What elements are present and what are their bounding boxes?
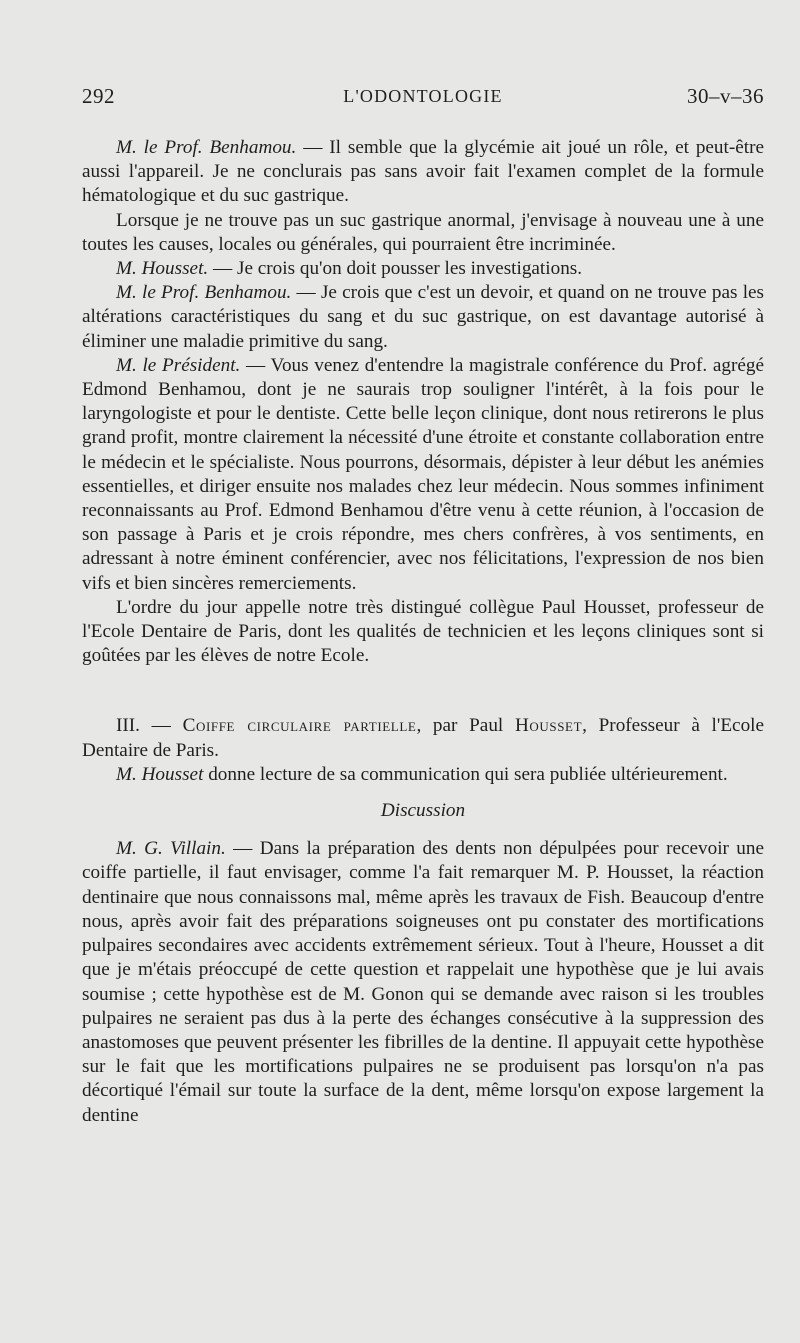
issue-date: 30–v–36	[687, 84, 764, 108]
section-number: III.	[116, 715, 140, 737]
page-number: 292	[82, 84, 115, 108]
speaker-name: M. le Prof. Benhamou.	[116, 282, 292, 304]
paragraph-text: Lorsque je ne trouve pas un suc gastrique anormal, j'envisage à nouveau une à une toutes les causes, locales ou générales, qui pourraient être incriminée.	[82, 209, 764, 255]
speaker-name: M. le Président.	[116, 354, 241, 376]
paragraph-text: — Vous venez d'entendre la magistrale conférence du Prof. agrégé Edmond Benhamou, dont je ne saurais trop souligner l'intérêt, à la fois pour le laryngologiste et pour le dentiste. Cette belle leçon clinique, dont nous retirerons le plus grand profit, montre clairement la nécessité d'une étroite et constante collaboration entre le médecin et le spécialiste. Nous pourrons, désormais, dépister à leur début les anémies essentielles, et diriger ensuite nos malades chez leur médecin. Nous sommes infiniment reconnaissants au Prof. Edmond Benhamou d'être venu à cette réunion, à l'occasion de son passage à Paris et je crois répondre, mes chers confrères, à vos sentiments, en adressant à notre éminent conférencier, avec nos félicitations, l'expression de nos bien vifs et bien sincères remerciements.	[82, 354, 764, 594]
paragraph	[82, 257, 764, 281]
section-rest: , Professeur à l'Ecole Dentaire de Paris.	[82, 715, 765, 761]
journal-title: L'ODONTOLOGIE	[343, 86, 503, 106]
section-heading	[82, 714, 764, 762]
paragraph	[82, 763, 764, 787]
discussion-title: Discussion	[380, 800, 466, 822]
paragraph	[82, 837, 764, 1127]
running-head	[82, 84, 764, 114]
speaker-name: M. Housset.	[116, 258, 209, 280]
section-dash: —	[139, 715, 183, 737]
article-body	[82, 136, 764, 1128]
paragraph-text: — Je crois que c'est un devoir, et quand on ne trouve pas les altérations caractéristiques du sang et du suc gastrique, on est davantage autorisé à éliminer une maladie primitive du sang.	[82, 282, 765, 352]
paragraph-text: — Il semble que la glycémie ait joué un rôle, et peut-être aussi l'appareil. Je ne conclurais pas sans avoir fait l'examen complet de la formule hématologique et du suc gastrique.	[82, 137, 764, 207]
section-gap	[82, 668, 764, 714]
paragraph-text: — Dans la préparation des dents non dépulpées pour recevoir une coiffe partielle, il faut envisager, comme l'a fait remarquer M. P. Housset, la réaction dentinaire que nous connaissons mal, même après les travaux de Fish. Beaucoup d'entre nous, après avoir fait des préparations soigneuses ont pu constater des mortifications pulpaires secondaires avec accidents extrêmement sérieux. Tout à l'heure, Housset a dit que je m'étais préoccupé de cette question et rappelait une hypothèse que je lui avais soumise ; cette hypothèse est de M. Gonon qui se demande avec raison si les troubles pulpaires ne seraient pas dus à la perte des échanges consécutive à la suppression des anastomoses que peuvent présenter les fibrilles de la dentine. Il appuyait cette hypothèse sur le fait que les mortifications pulpaires ne se produisent pas lorsqu'on n'a pas décortiqué l'émail sur toute la surface de la dent, même lorsqu'on expose largement la dentine	[82, 838, 764, 1126]
section-author: Housset	[514, 715, 583, 737]
paragraph-text: — Je crois qu'on doit pousser les investigations.	[208, 258, 583, 280]
paragraph	[82, 354, 764, 596]
paragraph	[82, 136, 764, 209]
paragraph-text: donne lecture de sa communication qui sera publiée ultérieurement.	[203, 763, 728, 785]
paragraph	[82, 209, 764, 257]
section-title: Coiffe circulaire partielle	[182, 715, 417, 737]
speaker-name: M. Housset	[116, 763, 204, 785]
speaker-name: M. G. Villain.	[116, 838, 226, 860]
paragraph	[82, 281, 764, 354]
speaker-name: M. le Prof. Benhamou.	[116, 137, 297, 158]
paragraph-text: L'ordre du jour appelle notre très distingué collègue Paul Housset, professeur de l'Ecole Dentaire de Paris, dont les qualités de technicien et les leçons cliniques sont si goûtées par les élèves de notre Ecole.	[82, 596, 764, 667]
paragraph	[82, 596, 764, 669]
section-by: , par Paul	[416, 715, 515, 737]
